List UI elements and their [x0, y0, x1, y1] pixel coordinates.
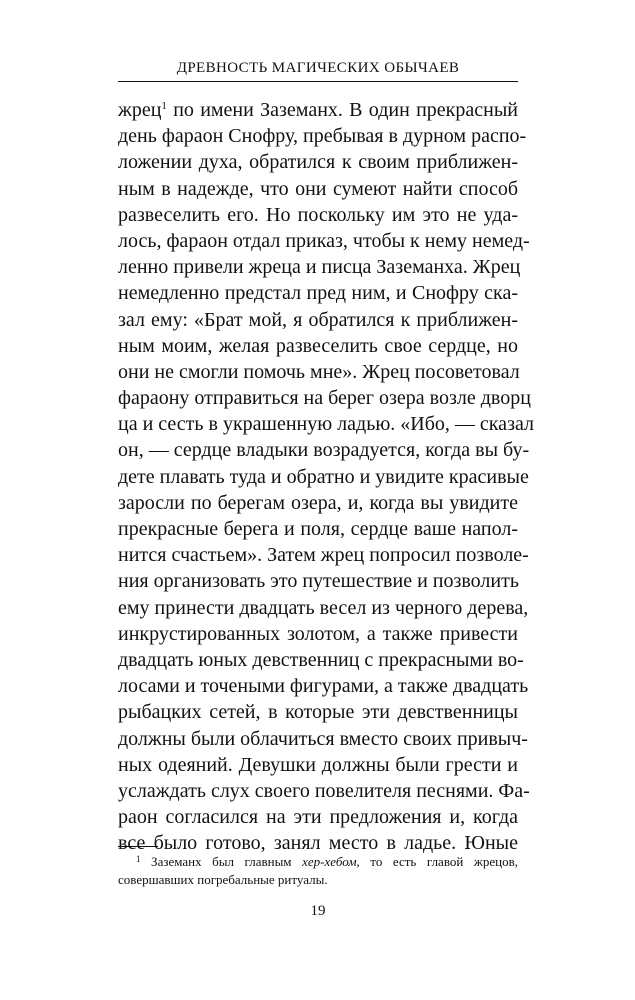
footnote-text: Заземанх был главным: [140, 854, 303, 869]
text-line: [118, 97, 518, 123]
text-line: развеселить его. Но поскольку им это не уда-: [118, 203, 518, 226]
text-line: должны были облачиться вместо своих привыч-: [118, 727, 528, 750]
footnote-text: , то есть главой жрецов,: [356, 854, 518, 869]
text-line: все было готово, занял место в ладье. Юные: [118, 832, 518, 855]
text-line: инкрустированных золотом, а также привести: [118, 622, 518, 645]
main-text: [118, 97, 534, 856]
header-rule: [118, 81, 518, 82]
text-line: лосами и точеными фигурами, а также двадцать: [118, 675, 529, 698]
text-line: ему принести двадцать весел из черного дерева,: [118, 596, 529, 619]
footnote-italic-term: хер-хебом: [302, 854, 357, 869]
text-line: фараону отправиться на берег озера возле дворц: [118, 387, 531, 410]
text-line: лось, фараон отдал приказ, чтобы к нему немед-: [118, 229, 530, 252]
text-line: он, — сердце владыки возрадуется, когда вы бу-: [118, 439, 530, 462]
text-fragment: по имени Заземанх. В один прекрасный: [166, 99, 518, 121]
text-line: ца и сесть в украшенную ладью. «Ибо, — сказал: [118, 413, 534, 436]
text-line: ленно привели жреца и писца Заземанха. Жрец: [118, 256, 521, 279]
footnote: [118, 853, 518, 889]
footnote-rule: [118, 846, 158, 847]
text-line: ным в надежде, что они сумеют найти способ: [118, 177, 518, 200]
text-line: двадцать юных девственниц с прекрасными во-: [118, 648, 524, 671]
running-header: ДРЕВНОСТЬ МАГИЧЕСКИХ ОБЫЧАЕВ: [176, 60, 460, 76]
footnote-line: [118, 853, 518, 871]
footnote-mark: 1: [136, 854, 141, 864]
text-line: заросли по берегам озера, и, когда вы увидите: [118, 491, 518, 514]
text-line: раон согласился на эти предложения и, когда: [118, 806, 518, 829]
text-line: немедленно предстал пред ним, и Снофру ска-: [118, 282, 518, 305]
footnote-reference[interactable]: 1: [161, 100, 167, 112]
text-lines: [118, 123, 534, 856]
text-line: зал ему: «Брат мой, я обратился к приближен-: [118, 308, 518, 331]
text-line: нится счастьем». Затем жрец попросил позволе-: [118, 544, 529, 567]
text-line: прекрасные берега и поля, сердце ваше напол-: [118, 518, 518, 540]
text-line: день фараон Снофру, пребывая в дурном распо-: [118, 125, 527, 148]
text-line: они не смогли помочь мне». Жрец посоветовал: [118, 360, 520, 383]
text-line: ным моим, желая развеселить свое сердце, но: [118, 334, 518, 357]
text-fragment: жрец: [118, 99, 162, 121]
page-number: 19: [310, 903, 326, 919]
text-line: ных одеяний. Девушки должны были грести и: [118, 753, 518, 776]
text-line: дете плавать туда и обратно и увидите красивые: [118, 465, 529, 488]
text-line: ния организовать это путешествие и позволить: [118, 570, 519, 593]
footnote-line: совершавших погребальные ритуалы.: [118, 872, 328, 887]
text-line: ложении духа, обратился к своим приближен-: [118, 151, 518, 174]
text-line: рыбацких сетей, в которые эти девственницы: [118, 701, 518, 724]
text-line: услаждать слух своего повелителя песнями. Фа-: [118, 779, 530, 802]
